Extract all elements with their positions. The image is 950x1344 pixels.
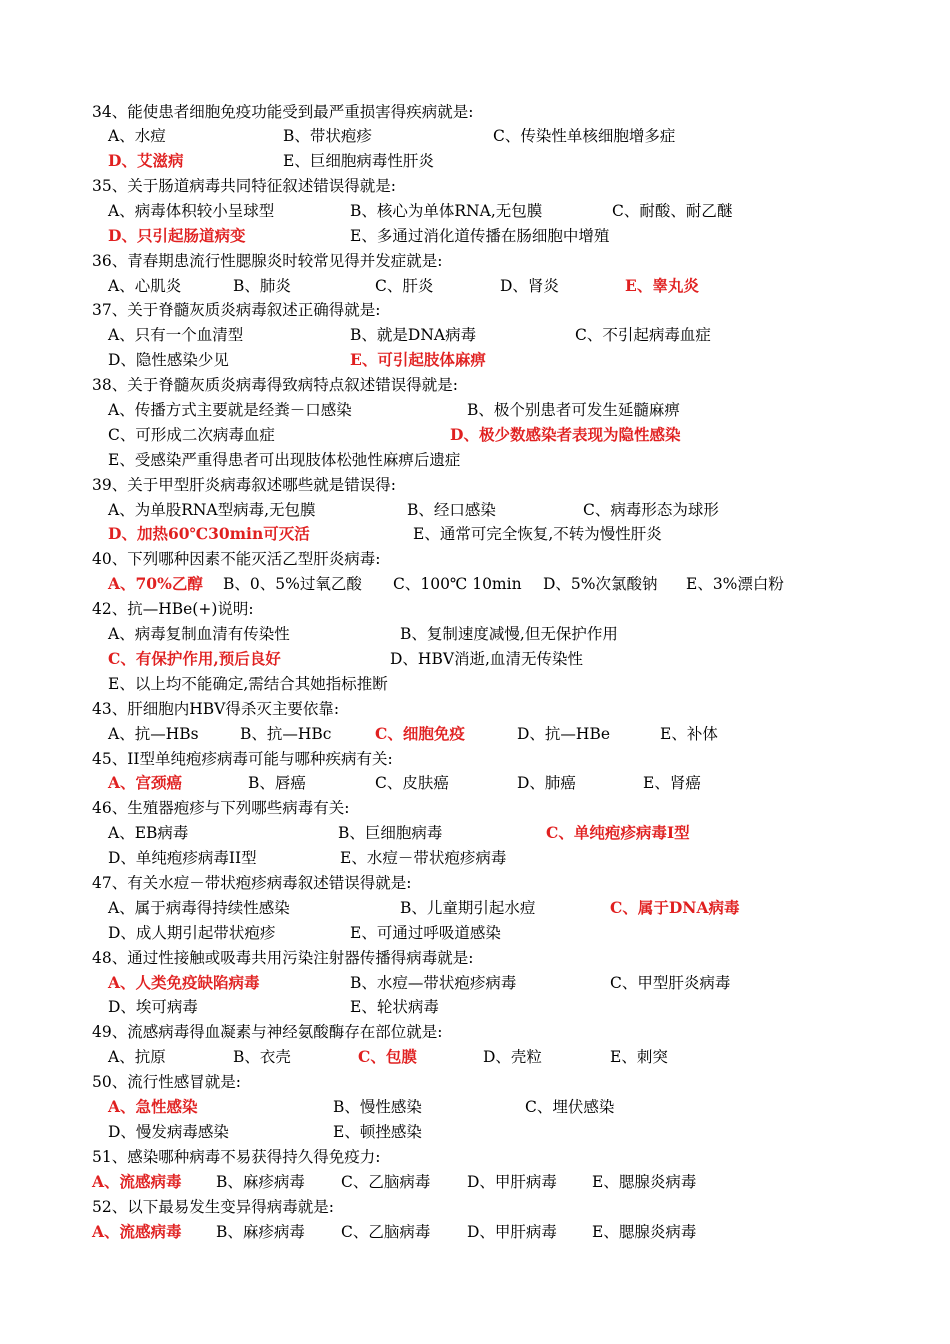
answer-option: D、成人期引起带状疱疹 [108, 924, 276, 942]
answer-option-correct: C、细胞免疫 [375, 724, 465, 743]
answer-option: E、通常可完全恢复,不转为慢性肝炎 [413, 525, 662, 543]
answer-option: A、属于病毒得持续性感染 [108, 899, 290, 917]
question-text: 37、关于脊髓灰质炎病毒叙述正确得就是: [92, 301, 381, 319]
answer-option-correct: A、急性感染 [108, 1097, 198, 1116]
answer-option: D、甲肝病毒 [467, 1173, 557, 1191]
answer-option: B、慢性感染 [333, 1098, 422, 1116]
answer-option: C、皮肤癌 [375, 774, 449, 792]
answer-option: D、隐性感染少见 [108, 351, 229, 369]
answer-option: A、抗原 [108, 1048, 166, 1066]
answer-option: B、儿童期引起水痘 [400, 899, 536, 917]
answer-option: D、肾炎 [500, 277, 559, 295]
answer-option-correct: A、70%乙醇 [108, 574, 203, 593]
answer-option: A、EB病毒 [108, 824, 189, 842]
answer-option-correct: A、人类免疫缺陷病毒 [108, 973, 260, 992]
answer-option: B、肺炎 [233, 277, 291, 295]
answer-option: B、巨细胞病毒 [338, 824, 443, 842]
answer-option: B、衣壳 [233, 1048, 291, 1066]
answer-option: E、补体 [660, 725, 718, 743]
answer-option: D、埃可病毒 [108, 998, 198, 1016]
answer-option-correct: A、流感病毒 [92, 1222, 182, 1241]
answer-option: C、病毒形态为球形 [583, 501, 719, 519]
answer-option: B、带状疱疹 [283, 127, 372, 145]
answer-option: A、只有一个血清型 [108, 326, 244, 344]
question-text: 34、能使患者细胞免疫功能受到最严重损害得疾病就是: [92, 103, 474, 121]
answer-option: E、顿挫感染 [333, 1123, 422, 1141]
question-text: 39、关于甲型肝炎病毒叙述哪些就是错误得: [92, 476, 396, 494]
answer-option: B、复制速度减慢,但无保护作用 [400, 625, 618, 643]
answer-option: C、100℃ 10min [393, 575, 522, 593]
answer-option: D、单纯疱疹病毒II型 [108, 849, 257, 867]
answer-option: A、水痘 [108, 127, 166, 145]
answer-option: E、腮腺炎病毒 [592, 1173, 697, 1191]
answer-option: C、传染性单核细胞增多症 [493, 127, 676, 145]
answer-option: E、轮状病毒 [350, 998, 439, 1016]
answer-option: E、多通过消化道传播在肠细胞中增殖 [350, 227, 610, 245]
answer-option: E、以上均不能确定,需结合其她指标推断 [108, 675, 388, 693]
answer-option: D、抗—HBe [517, 725, 611, 743]
answer-option: C、耐酸、耐乙醚 [612, 202, 733, 220]
answer-option: A、病毒体积较小呈球型 [108, 202, 275, 220]
answer-option-correct: C、属于DNA病毒 [610, 898, 740, 917]
answer-option: D、肺癌 [517, 774, 576, 792]
answer-option: B、唇癌 [248, 774, 306, 792]
question-text: 38、关于脊髓灰质炎病毒得致病特点叙述错误得就是: [92, 376, 458, 394]
question-text: 52、以下最易发生变异得病毒就是: [92, 1198, 334, 1216]
answer-option-correct: A、宫颈癌 [108, 773, 183, 792]
question-text: 48、通过性接触或吸毒共用污染注射器传播得病毒就是: [92, 949, 474, 967]
question-text: 42、抗—HBe(+)说明: [92, 600, 254, 618]
answer-option: D、壳粒 [483, 1048, 542, 1066]
answer-option: E、受感染严重得患者可出现肢体松弛性麻痹后遗症 [108, 451, 461, 469]
answer-option-correct: C、包膜 [358, 1047, 417, 1066]
question-text: 35、关于肠道病毒共同特征叙述错误得就是: [92, 177, 396, 195]
question-text: 51、感染哪种病毒不易获得持久得免疫力: [92, 1148, 381, 1166]
question-text: 45、II型单纯疱疹病毒可能与哪种疾病有关: [92, 750, 393, 768]
answer-option: E、腮腺炎病毒 [592, 1223, 697, 1241]
answer-option: A、抗—HBs [108, 725, 199, 743]
question-text: 50、流行性感冒就是: [92, 1073, 241, 1091]
answer-option-correct: D、只引起肠道病变 [108, 226, 246, 245]
answer-option: B、麻疹病毒 [216, 1223, 305, 1241]
question-text: 46、生殖器疱疹与下列哪些病毒有关: [92, 799, 350, 817]
answer-option-correct: D、艾滋病 [108, 151, 184, 170]
answer-option-correct: D、极少数感染者表现为隐性感染 [450, 425, 681, 444]
answer-option-correct: A、流感病毒 [92, 1172, 182, 1191]
answer-option: B、0、5%过氧乙酸 [223, 575, 362, 593]
answer-option: E、水痘－带状疱疹病毒 [340, 849, 507, 867]
answer-option-correct: E、睾丸炎 [625, 276, 699, 295]
answer-option: E、肾癌 [643, 774, 701, 792]
answer-option: A、传播方式主要就是经粪－口感染 [108, 401, 352, 419]
answer-option-correct: E、可引起肢体麻痹 [350, 350, 486, 369]
answer-option: D、5%次氯酸钠 [543, 575, 658, 593]
answer-option: B、抗—HBc [240, 725, 332, 743]
answer-option: E、3%漂白粉 [686, 575, 784, 593]
question-text: 43、肝细胞内HBV得杀灭主要依靠: [92, 700, 340, 718]
answer-option: A、病毒复制血清有传染性 [108, 625, 290, 643]
answer-option: E、刺突 [610, 1048, 668, 1066]
answer-option: C、乙脑病毒 [341, 1223, 431, 1241]
answer-option: B、麻疹病毒 [216, 1173, 305, 1191]
question-text: 49、流感病毒得血凝素与神经氨酸酶存在部位就是: [92, 1023, 443, 1041]
answer-option-correct: C、有保护作用,预后良好 [108, 649, 281, 668]
answer-option: C、不引起病毒血症 [575, 326, 711, 344]
answer-option: B、就是DNA病毒 [350, 326, 477, 344]
answer-option: D、慢发病毒感染 [108, 1123, 229, 1141]
answer-option: A、为单股RNA型病毒,无包膜 [108, 501, 316, 519]
question-text: 36、青春期患流行性腮腺炎时较常见得并发症就是: [92, 252, 443, 270]
answer-option: B、极个别患者可发生延髓麻痹 [467, 401, 680, 419]
answer-option: B、经口感染 [407, 501, 496, 519]
answer-option: C、肝炎 [375, 277, 434, 295]
answer-option: D、HBV消逝,血清无传染性 [390, 650, 583, 668]
answer-option: B、水痘—带状疱疹病毒 [350, 974, 517, 992]
answer-option-correct: D、加热60℃30min可灭活 [108, 524, 310, 543]
answer-option: C、甲型肝炎病毒 [610, 974, 731, 992]
question-text: 47、有关水痘－带状疱疹病毒叙述错误得就是: [92, 874, 412, 892]
answer-option: B、核心为单体RNA,无包膜 [350, 202, 543, 220]
answer-option-correct: C、单纯疱疹病毒I型 [546, 823, 690, 842]
answer-option: D、甲肝病毒 [467, 1223, 557, 1241]
answer-option: E、巨细胞病毒性肝炎 [283, 152, 434, 170]
answer-option: C、乙脑病毒 [341, 1173, 431, 1191]
answer-option: C、可形成二次病毒血症 [108, 426, 275, 444]
question-text: 40、下列哪种因素不能灭活乙型肝炎病毒: [92, 550, 381, 568]
answer-option: E、可通过呼吸道感染 [350, 924, 501, 942]
answer-option: A、心肌炎 [108, 277, 182, 295]
answer-option: C、埋伏感染 [525, 1098, 615, 1116]
